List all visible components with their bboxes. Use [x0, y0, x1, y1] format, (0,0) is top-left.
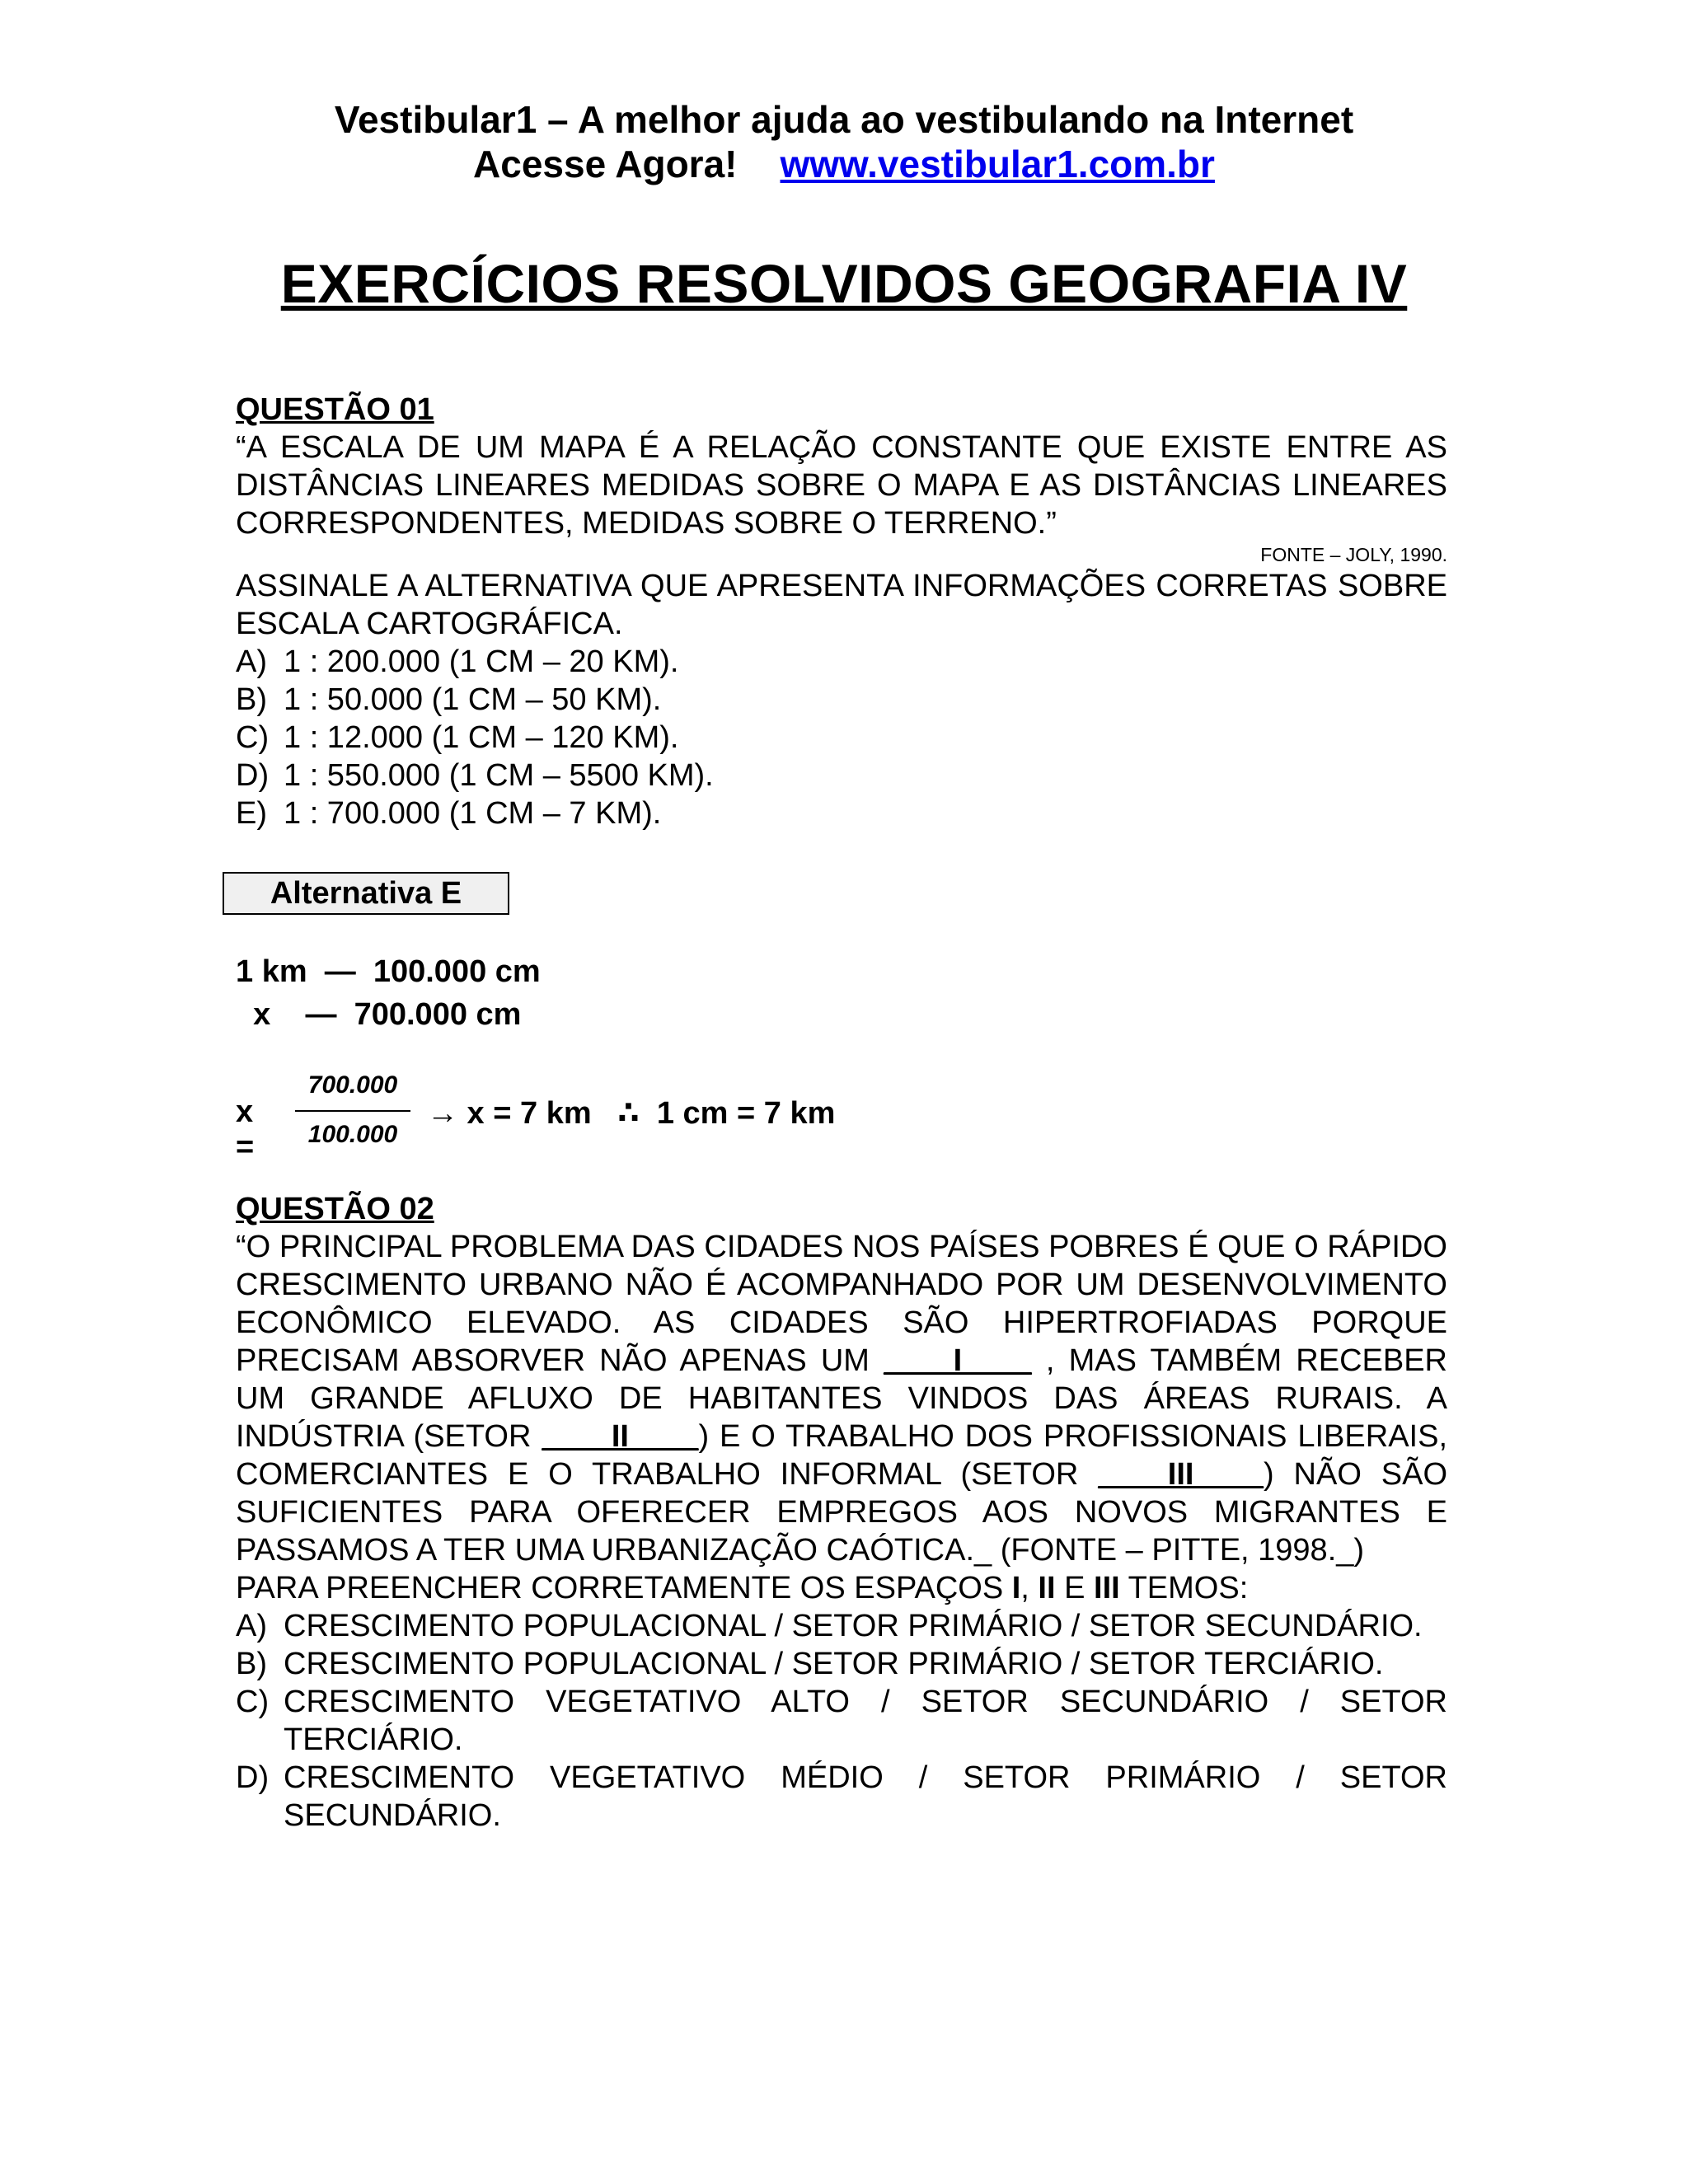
header-line-2 [0, 142, 1688, 186]
question-01-heading: QUESTÃO 01 [236, 392, 434, 427]
option-d: D) 1 : 550.000 (1 CM – 5500 KM). [236, 758, 714, 793]
question-02-options [236, 1607, 1447, 1835]
header-line-1: Vestibular1 – A melhor ajuda ao vestibulando na Internet [334, 98, 1354, 141]
blank-iii: ____III____ [1098, 1457, 1264, 1492]
blank-ii: ____II____ [542, 1419, 699, 1454]
option-c: C) CRESCIMENTO VEGETATIVO ALTO / SETOR SECUNDÁRIO / SETOR TERCIÁRIO. [236, 1685, 1447, 1757]
question-02-text: “O PRINCIPAL PROBLEMA DAS CIDADES NOS PAÍSES POBRES É QUE O RÁPIDO CRESCIMENTO URBANO NÃO É ACOMPANHADO POR UM DESENVOLVIMENTO ECONÔMICO ELEVADO. AS CIDADES SÃO HIPERTROFIADAS PORQUE PRECISAM ABSORVER NÃO APENAS UM ____I____ , MAS TAMBÉM RECEBER UM GRANDE AFLUXO DE HABITANTES VINDOS DAS ÁREAS RURAIS. A INDÚSTRIA (SETOR ____II____) E O TRABALHO DOS PROFISSIONAIS LIBERAIS, COMERCIANTES E O TRABALHO INFORMAL (SETOR ____III____) NÃO SÃO SUFICIENTES PARA OFERECER EMPREGOS AOS NOVOS MIGRANTES E PASSAMOS A TER UMA URBANIZAÇÃO CAÓTICA._ (FONTE – PITTE, 1998._) [236, 1230, 1448, 1568]
option-e: E) 1 : 700.000 (1 CM – 7 KM). [236, 796, 662, 831]
fraction-numerator: 700.000 [307, 1071, 398, 1099]
fraction-result: → x = 7 km ∴ 1 cm = 7 km [427, 1096, 836, 1131]
question-02-prompt: PARA PREENCHER CORRETAMENTE OS ESPAÇOS I, II E III TEMOS: [236, 1571, 1249, 1605]
fraction-denominator: 100.000 [307, 1121, 398, 1148]
calc-line-1: 1 km — 100.000 cm [236, 954, 541, 989]
question-02 [236, 1190, 1447, 1835]
option-c: C) 1 : 12.000 (1 CM – 120 KM). [236, 720, 679, 755]
answer-box: Alternativa E [223, 872, 509, 915]
calc-line-2: x — 700.000 cm [236, 997, 522, 1032]
question-01-prompt: ASSINALE A ALTERNATIVA QUE APRESENTA INFORMAÇÕES CORRETAS SOBRE ESCALA CARTOGRÁFICA. [236, 569, 1447, 641]
option-a: A) 1 : 200.000 (1 CM – 20 KM). [236, 644, 679, 679]
fraction-x-equals: x = [236, 1094, 255, 1165]
header-cta: Acesse Agora! [473, 143, 738, 185]
option-a: A) CRESCIMENTO POPULACIONAL / SETOR PRIMÁRIO / SETOR SECUNDÁRIO. [236, 1609, 1423, 1643]
question-01-quote: “A ESCALA DE UM MAPA É A RELAÇÃO CONSTANTE QUE EXISTE ENTRE AS DISTÂNCIAS LINEARES MEDIDAS SOBRE O MAPA E AS DISTÂNCIAS LINEARES CORRESPONDENTES, MEDIDAS SOBRE O TERRENO.” [236, 430, 1447, 541]
option-d: D) CRESCIMENTO VEGETATIVO MÉDIO / SETOR PRIMÁRIO / SETOR SECUNDÁRIO. [236, 1760, 1447, 1833]
site-link[interactable]: www.vestibular1.com.br [780, 143, 1215, 185]
option-b: B) CRESCIMENTO POPULACIONAL / SETOR PRIMÁRIO / SETOR TERCIÁRIO. [236, 1647, 1384, 1681]
fraction-bar [295, 1110, 410, 1112]
question-01 [236, 391, 1447, 832]
question-01-options [236, 643, 1447, 832]
page-title: EXERCÍCIOS RESOLVIDOS GEOGRAFIA IV [280, 253, 1408, 314]
blank-i: ____I____ [884, 1343, 1032, 1378]
question-02-heading: QUESTÃO 02 [236, 1192, 434, 1226]
option-b: B) 1 : 50.000 (1 CM – 50 KM). [236, 682, 662, 717]
question-01-source: FONTE – JOLY, 1990. [1260, 544, 1447, 565]
